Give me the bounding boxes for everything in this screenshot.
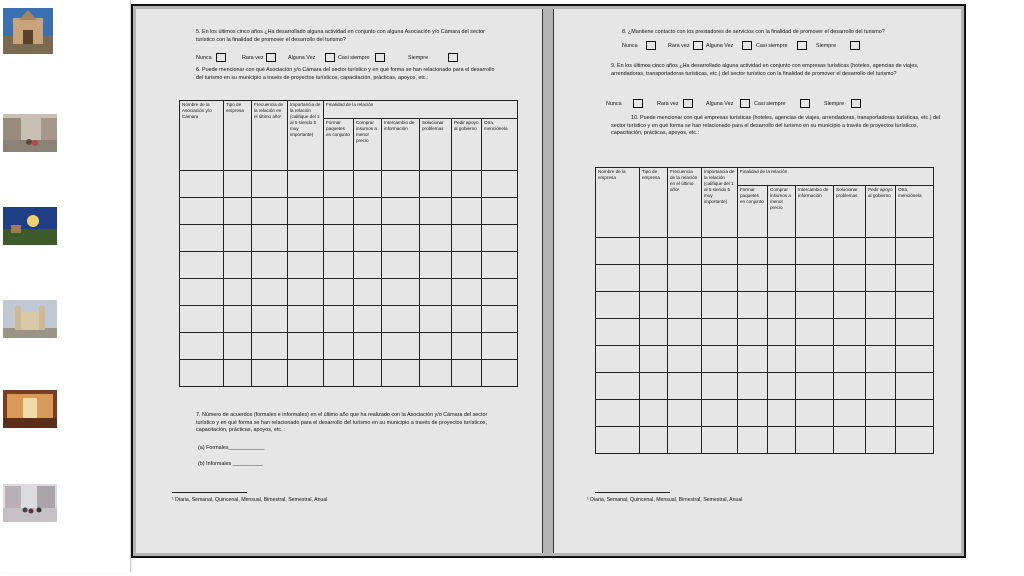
table-cell[interactable]	[866, 373, 896, 400]
table-cell[interactable]	[668, 346, 702, 373]
subheader-informacion: Intercambio de información	[382, 119, 420, 171]
table-cell[interactable]	[596, 400, 640, 427]
table-cell[interactable]	[596, 238, 640, 265]
table-cell[interactable]	[668, 292, 702, 319]
table-row	[180, 252, 518, 279]
q8-option-siempre: Siempre	[816, 43, 837, 49]
question-7: 7. Número de acuerdos (formales e informales) en el último año que ha realizado con la Asociación y/o Cámara del sector turístico y en qué forma se han relacionado para el desarrollo del turismo en su municipio a través de proyectos turísticos, capacitación, prácticas, apoyos, etc. :	[196, 412, 488, 434]
table-cell[interactable]	[324, 225, 354, 252]
table-cell[interactable]	[738, 427, 768, 454]
table-cell[interactable]	[354, 333, 382, 360]
table-cell[interactable]	[354, 171, 382, 198]
table-cell[interactable]	[382, 171, 420, 198]
table-row	[180, 198, 518, 225]
table-cell[interactable]	[224, 360, 252, 387]
table-cell[interactable]	[452, 360, 482, 387]
table-cell[interactable]	[738, 400, 768, 427]
table-cell[interactable]	[288, 279, 324, 306]
q8-option-rara-vez: Rara vez	[668, 43, 690, 49]
table-cell[interactable]	[834, 427, 866, 454]
table-cell[interactable]	[668, 319, 702, 346]
table-cell[interactable]	[180, 333, 224, 360]
checkbox-nunca[interactable]	[216, 53, 226, 62]
table-cell[interactable]	[252, 252, 288, 279]
table-cell[interactable]	[640, 427, 668, 454]
table-cell[interactable]	[452, 252, 482, 279]
subheader-problemas: Solucionar problemas	[834, 186, 866, 238]
table-cell[interactable]	[482, 360, 518, 387]
checkbox-alguna-vez[interactable]	[325, 53, 335, 62]
table-row	[596, 373, 934, 400]
table-cell[interactable]	[640, 238, 668, 265]
table-cell[interactable]	[866, 319, 896, 346]
table-cell[interactable]	[768, 400, 796, 427]
header-purpose: Finalidad de la relación	[324, 101, 518, 119]
table-cell[interactable]	[252, 198, 288, 225]
table-cell[interactable]	[738, 292, 768, 319]
church-photo-icon	[3, 8, 53, 54]
table-cell[interactable]	[288, 171, 324, 198]
table-cell[interactable]	[834, 346, 866, 373]
table-cell[interactable]	[896, 292, 934, 319]
table-cell[interactable]	[382, 360, 420, 387]
table-cell[interactable]	[702, 400, 738, 427]
question-6: 6. Puede mencionar con qué Asociación y/o Cámara del sector turístico y en qué forma se han relacionado para el desarrollo del turismo en su municipio a través de proyectos turísticos, capacitación, prácticas, apoyos, etc.:	[196, 67, 495, 81]
table-cell[interactable]	[738, 265, 768, 292]
question-8: 8. ¿Mantiene contacto con los prestadores de servicios con la finalidad de promover el desarrollo del turismo?	[622, 29, 885, 35]
table-cell[interactable]	[288, 198, 324, 225]
table-cell[interactable]	[180, 279, 224, 306]
header-frequency: Frecuencia de la relación en el último año¹	[252, 101, 288, 171]
table-cell[interactable]	[354, 198, 382, 225]
q9-checkbox-casi-siempre[interactable]	[800, 99, 810, 108]
table-cell[interactable]	[382, 306, 420, 333]
table-cell[interactable]	[288, 333, 324, 360]
q8-checkbox-rara-vez[interactable]	[693, 41, 703, 50]
table-cell[interactable]	[896, 400, 934, 427]
q9-checkbox-siempre[interactable]	[851, 99, 861, 108]
table-cell[interactable]	[796, 427, 834, 454]
table-cell[interactable]	[382, 225, 420, 252]
table-cell[interactable]	[382, 279, 420, 306]
table-cell[interactable]	[324, 333, 354, 360]
table-cell[interactable]	[834, 373, 866, 400]
table-cell[interactable]	[596, 319, 640, 346]
cathedral-photo-icon	[3, 300, 57, 338]
street-photo-icon	[3, 114, 57, 152]
table-cell[interactable]	[252, 279, 288, 306]
table-cell[interactable]	[796, 319, 834, 346]
table-cell[interactable]	[796, 238, 834, 265]
table-cell[interactable]	[768, 373, 796, 400]
q9-checkbox-alguna-vez[interactable]	[740, 99, 750, 108]
table-cell[interactable]	[420, 252, 452, 279]
header-name: Nombre de la Asociación y/o Cámara	[180, 101, 224, 171]
table-cell[interactable]	[420, 360, 452, 387]
table-cell[interactable]	[768, 292, 796, 319]
landscape-photo-icon	[3, 207, 57, 245]
table-row	[180, 360, 518, 387]
checkbox-rara-vez[interactable]	[266, 53, 276, 62]
table-cell[interactable]	[324, 360, 354, 387]
table-cell[interactable]	[420, 333, 452, 360]
header-importance: Importancia de la relación (califique del 1 al 5 siendo 5 muy importante)	[702, 168, 738, 238]
table-cell[interactable]	[866, 427, 896, 454]
question-10: 10. Puede mencionar con qué empresas turísticas (hoteles, agencias de viajes, arrendadoras, transportadoras turísticas, etc.) del sector turístico y en qué forma se han relacionado para el desarrollo del turismo en su municipio a través de proyectos turísticos, capacitación, prácticas, apoyos, etc.:	[611, 115, 941, 137]
subheader-insumos: Comprar insumos a menor precio	[768, 186, 796, 238]
table-cell[interactable]	[324, 279, 354, 306]
table-cell[interactable]	[252, 333, 288, 360]
table-cell[interactable]	[482, 252, 518, 279]
subheader-gobierno: Pedir apoyo al gobierno	[452, 119, 482, 171]
table-cell[interactable]	[640, 292, 668, 319]
footnote-separator	[172, 492, 247, 493]
table-cell[interactable]	[866, 346, 896, 373]
association-table	[179, 100, 518, 387]
table-cell[interactable]	[668, 373, 702, 400]
table-cell[interactable]	[702, 346, 738, 373]
table-cell[interactable]	[354, 306, 382, 333]
table-cell[interactable]	[866, 238, 896, 265]
table-cell[interactable]	[768, 346, 796, 373]
subheader-insumos: Comprar insumos a menor precio	[354, 119, 382, 171]
option-siempre: Siempre	[408, 55, 429, 61]
subheader-problemas: Solucionar problemas	[420, 119, 452, 171]
q8-checkbox-siempre[interactable]	[850, 41, 860, 50]
table-cell[interactable]	[288, 360, 324, 387]
table-cell[interactable]	[796, 292, 834, 319]
subheader-otra: Otra, menciónela	[482, 119, 518, 171]
table-cell[interactable]	[420, 279, 452, 306]
q9-checkbox-rara-vez[interactable]	[683, 99, 693, 108]
table-cell[interactable]	[640, 265, 668, 292]
table-row	[180, 306, 518, 333]
table-cell[interactable]	[252, 360, 288, 387]
table-cell[interactable]	[252, 306, 288, 333]
table-cell[interactable]	[180, 198, 224, 225]
q8-checkbox-nunca[interactable]	[646, 41, 656, 50]
table-cell[interactable]	[896, 265, 934, 292]
slide-thumbnail-2[interactable]	[3, 114, 57, 152]
table-cell[interactable]	[596, 427, 640, 454]
table-row	[596, 265, 934, 292]
q9-option-nunca: Nunca	[606, 101, 622, 107]
q8-option-nunca: Nunca	[622, 43, 638, 49]
table-cell[interactable]	[354, 252, 382, 279]
table-cell[interactable]	[482, 171, 518, 198]
table-cell[interactable]	[896, 319, 934, 346]
table-cell[interactable]	[768, 319, 796, 346]
table-cell[interactable]	[180, 171, 224, 198]
table-cell[interactable]	[896, 373, 934, 400]
table-cell[interactable]	[482, 333, 518, 360]
table-cell[interactable]	[702, 373, 738, 400]
q9-option-rara-vez: Rara vez	[657, 101, 679, 107]
q9-option-casi-siempre: Casi siempre	[754, 101, 786, 107]
table-cell[interactable]	[834, 238, 866, 265]
table-cell[interactable]	[324, 198, 354, 225]
table-cell[interactable]	[382, 333, 420, 360]
table-cell[interactable]	[288, 252, 324, 279]
right-page	[553, 9, 961, 553]
checkbox-siempre[interactable]	[448, 53, 458, 62]
table-cell[interactable]	[796, 346, 834, 373]
table-cell[interactable]	[768, 265, 796, 292]
table-cell[interactable]	[896, 427, 934, 454]
table-cell[interactable]	[834, 400, 866, 427]
table-cell[interactable]	[866, 265, 896, 292]
subheader-otra: Otra, menciónela	[896, 186, 934, 238]
table-cell[interactable]	[354, 225, 382, 252]
table-cell[interactable]	[640, 346, 668, 373]
option-alguna-vez: Alguna Vez	[288, 55, 316, 61]
option-nunca: Nunca	[196, 55, 212, 61]
slide-thumbnail-1[interactable]	[3, 8, 53, 54]
table-cell[interactable]	[180, 360, 224, 387]
table-cell[interactable]	[702, 427, 738, 454]
table-cell[interactable]	[702, 265, 738, 292]
slide-thumbnail-panel	[0, 0, 131, 572]
table-cell[interactable]	[596, 373, 640, 400]
header-importance: Importancia de la relación (califique del 1 al 5 siendo 5 muy importante)	[288, 101, 324, 171]
table-row	[596, 346, 934, 373]
table-cell[interactable]	[896, 238, 934, 265]
table-cell[interactable]	[668, 265, 702, 292]
subheader-paquetes: Formar paquetes en conjunto	[324, 119, 354, 171]
table-cell[interactable]	[596, 346, 640, 373]
table-cell[interactable]	[452, 198, 482, 225]
table-cell[interactable]	[324, 171, 354, 198]
table-cell[interactable]	[452, 171, 482, 198]
footnote-separator	[595, 492, 670, 493]
subheader-paquetes: Formar paquetes en conjunto	[738, 186, 768, 238]
table-row	[596, 238, 934, 265]
table-cell[interactable]	[702, 292, 738, 319]
header-type: Tipo de empresa	[224, 101, 252, 171]
table-cell[interactable]	[668, 238, 702, 265]
table-cell[interactable]	[640, 319, 668, 346]
checkbox-casi-siempre[interactable]	[375, 53, 385, 62]
table-cell[interactable]	[866, 400, 896, 427]
table-cell[interactable]	[738, 319, 768, 346]
option-casi-siempre: Casi siempre	[338, 55, 370, 61]
slide-thumbnail-4[interactable]	[3, 300, 57, 338]
subheader-informacion: Intercambio de información	[796, 186, 834, 238]
table-cell[interactable]	[224, 252, 252, 279]
table-cell[interactable]	[796, 400, 834, 427]
table-row	[596, 427, 934, 454]
table-cell[interactable]	[866, 292, 896, 319]
table-cell[interactable]	[224, 225, 252, 252]
table-cell[interactable]	[796, 265, 834, 292]
table-cell[interactable]	[224, 171, 252, 198]
q9-option-siempre: Siempre	[824, 101, 845, 107]
table-cell[interactable]	[640, 400, 668, 427]
left-page	[136, 9, 543, 553]
table-cell[interactable]	[224, 306, 252, 333]
table-cell[interactable]	[224, 279, 252, 306]
crowd-photo-icon	[3, 484, 57, 522]
table-cell[interactable]	[668, 427, 702, 454]
table-cell[interactable]	[420, 198, 452, 225]
table-cell[interactable]	[702, 238, 738, 265]
table-cell[interactable]	[668, 400, 702, 427]
table-cell[interactable]	[180, 225, 224, 252]
header-purpose: Finalidad de la relación	[738, 168, 934, 186]
table-cell[interactable]	[324, 252, 354, 279]
q8-checkbox-alguna-vez[interactable]	[742, 41, 752, 50]
table-cell[interactable]	[796, 373, 834, 400]
table-cell[interactable]	[452, 279, 482, 306]
table-row	[596, 400, 934, 427]
table-cell[interactable]	[482, 198, 518, 225]
table-cell[interactable]	[834, 265, 866, 292]
company-table	[595, 167, 934, 454]
table-cell[interactable]	[288, 306, 324, 333]
table-cell[interactable]	[288, 225, 324, 252]
table-row	[180, 225, 518, 252]
table-cell[interactable]	[896, 346, 934, 373]
header-frequency: Frecuencia de la relación en el último año¹	[668, 168, 702, 238]
table-cell[interactable]	[382, 252, 420, 279]
document-spread	[131, 4, 966, 558]
q8-checkbox-casi-siempre[interactable]	[797, 41, 807, 50]
table-cell[interactable]	[224, 333, 252, 360]
table-row	[180, 279, 518, 306]
table-cell[interactable]	[768, 238, 796, 265]
table-cell[interactable]	[452, 225, 482, 252]
table-row	[596, 319, 934, 346]
table-row	[180, 333, 518, 360]
table-cell[interactable]	[640, 373, 668, 400]
table-cell[interactable]	[252, 171, 288, 198]
slide-thumbnail-5[interactable]	[3, 390, 57, 428]
table-cell[interactable]	[354, 360, 382, 387]
subheader-gobierno: Pedir apoyo al gobierno	[866, 186, 896, 238]
table-cell[interactable]	[420, 306, 452, 333]
table-cell[interactable]	[834, 319, 866, 346]
table-cell[interactable]	[252, 225, 288, 252]
header-name: Nombre de la empresa	[596, 168, 640, 238]
table-cell[interactable]	[354, 279, 382, 306]
q8-option-casi-siempre: Casi siempre	[756, 43, 788, 49]
table-cell[interactable]	[180, 306, 224, 333]
table-cell[interactable]	[452, 333, 482, 360]
table-cell[interactable]	[420, 225, 452, 252]
q9-checkbox-nunca[interactable]	[633, 99, 643, 108]
formales-field[interactable]: (a) Formales____________	[198, 445, 265, 451]
informales-field[interactable]: (b) Informales __________	[198, 461, 263, 467]
table-cell[interactable]	[738, 373, 768, 400]
question-5: 5. En los últimos cinco años ¿Ha desarrollado alguna actividad en conjunto con alguna Asociación y/o Cámara del sector turístico con la finalidad de promover el desarrollo del turismo?	[196, 29, 485, 43]
table-cell[interactable]	[596, 292, 640, 319]
table-row	[180, 171, 518, 198]
table-cell[interactable]	[834, 292, 866, 319]
table-cell[interactable]	[596, 265, 640, 292]
footnote: ¹ Diaria, Semanal, Quincenal, Mensual, Bimestral, Semestral, Anual	[587, 497, 743, 503]
table-cell[interactable]	[482, 306, 518, 333]
header-type: Tipo de empresa	[640, 168, 668, 238]
table-cell[interactable]	[452, 306, 482, 333]
q9-option-alguna-vez: Alguna Vez	[706, 101, 734, 107]
table-cell[interactable]	[224, 198, 252, 225]
table-cell[interactable]	[482, 279, 518, 306]
slide-thumbnail-3[interactable]	[3, 207, 57, 245]
table-cell[interactable]	[420, 171, 452, 198]
table-cell[interactable]	[768, 427, 796, 454]
interior-photo-icon	[3, 390, 57, 428]
table-cell[interactable]	[324, 306, 354, 333]
table-cell[interactable]	[738, 346, 768, 373]
q8-option-alguna-vez: Alguna Vez	[706, 43, 734, 49]
table-cell[interactable]	[482, 225, 518, 252]
table-row	[596, 292, 934, 319]
option-rara-vez: Rara vez	[242, 55, 264, 61]
question-9: 9. En los últimos cinco años ¿Ha desarrollado alguna actividad en conjunto con empresas turísticas (hoteles, agencias de viajes, arrendadoras, transportadoras turísticas, etc.) del sector turístico con la finalidad de promover el desarrollo del turismo?	[611, 63, 919, 77]
table-cell[interactable]	[180, 252, 224, 279]
table-cell[interactable]	[702, 319, 738, 346]
table-cell[interactable]	[738, 238, 768, 265]
table-cell[interactable]	[382, 198, 420, 225]
footnote: ¹ Diaria, Semanal, Quincenal, Mensual, Bimestral, Semestral, Anual	[172, 497, 328, 503]
slide-thumbnail-6[interactable]	[3, 484, 57, 522]
